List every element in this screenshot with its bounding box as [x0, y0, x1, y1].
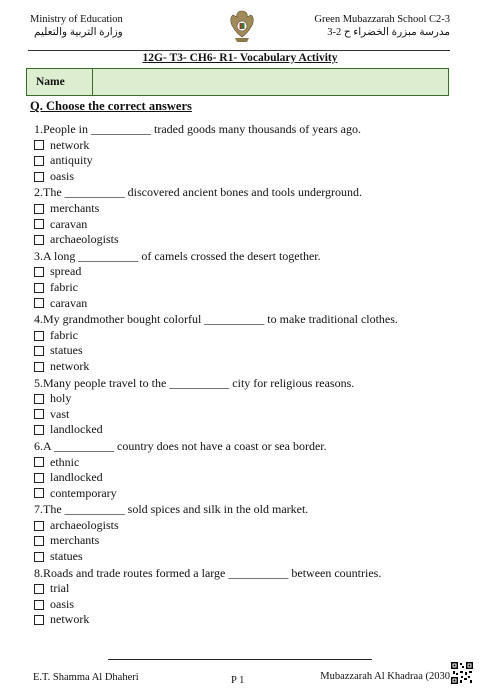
question-text: 1.People in __________ traded goods many thousands of years ago. — [34, 122, 361, 136]
option-label: oasis — [50, 168, 74, 183]
answer-option[interactable] — [34, 470, 454, 486]
checkbox-icon[interactable] — [34, 219, 44, 229]
checkbox-icon[interactable] — [34, 409, 44, 419]
worksheet-title: 12G- T3- CH6- R1- Vocabulary Activity — [142, 52, 338, 64]
question-2 — [34, 185, 454, 247]
answer-option[interactable] — [34, 359, 454, 375]
question-7 — [34, 502, 454, 564]
option-label: fabric — [50, 279, 78, 294]
checkbox-icon[interactable] — [34, 488, 44, 498]
checkbox-icon[interactable] — [34, 584, 44, 594]
answer-option[interactable] — [34, 264, 454, 280]
answer-option[interactable] — [34, 533, 454, 549]
teacher-name: E.T. Shamma Al Dhaheri — [33, 672, 139, 683]
option-label: spread — [50, 264, 82, 279]
option-label: fabric — [50, 327, 78, 342]
ministry-name-en: Ministry of Education — [30, 14, 123, 25]
question-1 — [34, 122, 454, 184]
answer-option[interactable] — [34, 454, 454, 470]
question-5 — [34, 376, 454, 438]
option-label: merchants — [50, 533, 100, 548]
checkbox-icon[interactable] — [34, 552, 44, 562]
question-text: 2.The __________ discovered ancient bones and tools underground. — [34, 185, 363, 200]
checkbox-icon[interactable] — [34, 346, 44, 356]
option-label: trial — [50, 581, 70, 596]
option-label: statues — [50, 549, 83, 564]
checkbox-icon[interactable] — [34, 331, 44, 341]
option-label: holy — [50, 391, 72, 406]
checkbox-icon[interactable] — [34, 521, 44, 531]
option-label: vast — [50, 406, 70, 421]
school-name-ar: مدرسة مبزرة الخضراء ح 2-3 — [327, 27, 450, 38]
option-label: archaeologists — [50, 232, 119, 247]
option-label: ethnic — [50, 454, 80, 469]
question-text: 7.The __________ sold spices and silk in the old market. — [34, 502, 309, 517]
option-label: landlocked — [50, 422, 103, 437]
checkbox-icon[interactable] — [34, 267, 44, 277]
name-field-box — [26, 68, 449, 96]
question-3 — [34, 249, 454, 311]
checkbox-icon[interactable] — [34, 140, 44, 150]
name-label: Name — [27, 69, 93, 95]
header-left — [30, 13, 123, 39]
checkbox-icon[interactable] — [34, 473, 44, 483]
option-label: network — [50, 358, 90, 373]
answer-option[interactable] — [34, 169, 454, 185]
answer-option[interactable] — [34, 597, 454, 613]
school-name-en: Green Mubazzarah School C2-3 — [314, 14, 450, 25]
answer-option[interactable] — [34, 138, 454, 154]
question-8 — [34, 566, 454, 628]
ministry-name-ar: وزارة التربية والتعليم — [34, 27, 123, 38]
option-label: archaeologists — [50, 517, 119, 532]
option-label: caravan — [50, 216, 88, 231]
answer-option[interactable] — [34, 201, 454, 217]
page-number: P 1 — [231, 675, 245, 686]
checkbox-icon[interactable] — [34, 615, 44, 625]
checkbox-icon[interactable] — [34, 394, 44, 404]
question-text: 6.A __________ country does not have a coast or sea border. — [34, 438, 327, 453]
question-text: 3.A long __________ of camels crossed the desert together. — [34, 248, 321, 263]
checkbox-icon[interactable] — [34, 235, 44, 245]
question-text: 8.Roads and trade routes formed a large __________ between countries. — [34, 565, 382, 580]
option-label: contemporary — [50, 485, 117, 500]
checkbox-icon[interactable] — [34, 425, 44, 435]
qr-code-icon — [451, 662, 473, 684]
option-label: network — [50, 612, 90, 627]
answer-option[interactable] — [34, 391, 454, 407]
checkbox-icon[interactable] — [34, 172, 44, 182]
uae-emblem-icon — [227, 7, 257, 47]
answer-option[interactable] — [34, 296, 454, 312]
question-6 — [34, 439, 454, 501]
checkbox-icon[interactable] — [34, 298, 44, 308]
question-list — [34, 122, 454, 629]
header-divider — [28, 50, 450, 51]
option-label: merchants — [50, 201, 100, 216]
question-text: 5.Many people travel to the __________ city for religious reasons. — [34, 375, 355, 390]
school-footer: Mubazzarah Al Khadraa (2030 — [320, 671, 450, 682]
checkbox-icon[interactable] — [34, 362, 44, 372]
option-label: caravan — [50, 295, 88, 310]
checkbox-icon[interactable] — [34, 283, 44, 293]
header-right — [314, 13, 450, 39]
answer-option[interactable] — [34, 343, 454, 359]
answer-option[interactable] — [34, 581, 454, 597]
footer-divider — [108, 659, 372, 660]
question-4 — [34, 312, 454, 374]
checkbox-icon[interactable] — [34, 204, 44, 214]
answer-option[interactable] — [34, 328, 454, 344]
question-text: 4.My grandmother bought colorful __________ to make traditional clothes. — [34, 312, 398, 327]
answer-option[interactable] — [34, 549, 454, 565]
option-label: statues — [50, 343, 83, 358]
answer-option[interactable] — [34, 486, 454, 502]
answer-option[interactable] — [34, 153, 454, 169]
option-label: antiquity — [50, 153, 93, 168]
answer-option[interactable] — [34, 422, 454, 438]
answer-option[interactable] — [34, 232, 454, 248]
checkbox-icon[interactable] — [34, 600, 44, 610]
option-label: network — [50, 137, 90, 152]
answer-option[interactable] — [34, 518, 454, 534]
checkbox-icon[interactable] — [34, 156, 44, 166]
checkbox-icon[interactable] — [34, 457, 44, 467]
instructions: Q. Choose the correct answers — [30, 99, 192, 113]
answer-option[interactable] — [34, 407, 454, 423]
answer-option[interactable] — [34, 280, 454, 296]
option-label: landlocked — [50, 470, 103, 485]
name-input-area[interactable] — [93, 69, 448, 95]
checkbox-icon[interactable] — [34, 536, 44, 546]
option-label: oasis — [50, 596, 74, 611]
answer-option[interactable] — [34, 217, 454, 233]
answer-option[interactable] — [34, 612, 454, 628]
